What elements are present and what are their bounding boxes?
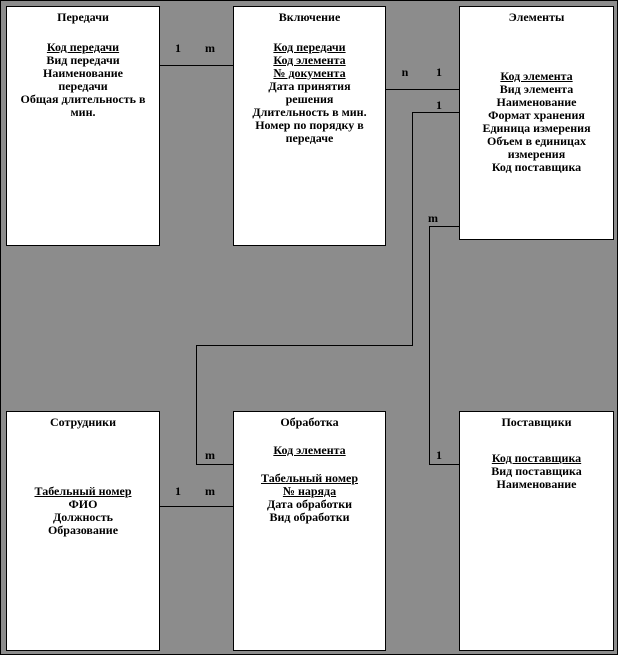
attr-kod-postavshchika: Код поставщика	[491, 451, 582, 465]
cardinality-label: m	[428, 211, 438, 225]
attr-kod-peredachi: Код передачи	[46, 40, 120, 54]
entity-elementy	[459, 6, 614, 240]
attr-data-obrabotki: Дата обработки	[266, 497, 353, 511]
attr-obyem-v-edinitsakh: Объем в единицах измерения	[487, 134, 586, 161]
entity-sotrudniki	[6, 411, 160, 651]
relation-line-elementy-obrabotka-seg5	[196, 464, 233, 465]
attr-tabelnyy-nomer: Табельный номер	[34, 484, 132, 498]
cardinality-label: m	[205, 448, 215, 462]
relation-line-elementy-postavshchiki-seg3	[429, 464, 459, 465]
cardinality-label: m	[205, 41, 215, 55]
cardinality-label: 1	[175, 484, 181, 498]
entity-body-obrabotka	[244, 444, 376, 524]
attr-vid-obrabotki: Вид обработки	[269, 510, 350, 524]
attr-obrazovanie: Образование	[47, 523, 119, 537]
cardinality-label: 1	[436, 98, 442, 112]
relation-line-elementy-postavshchiki-seg2	[429, 226, 430, 465]
entity-title-postavshchiki: Поставщики	[501, 415, 572, 429]
attr-vid-elementa: Вид элемента	[499, 82, 574, 96]
attr-obshchaya-dlitelnost: Общая длительность в мин.	[20, 92, 146, 119]
attr-format-khraneniya: Формат хранения	[488, 108, 585, 122]
entity-body-postavshchiki	[471, 452, 603, 491]
relation-line-elementy-obrabotka-seg3	[196, 345, 413, 346]
cardinality-label: 1	[436, 65, 442, 79]
entity-postavshchiki	[459, 411, 614, 651]
relation-line-peredachi-vklyuchenie	[160, 65, 233, 66]
relation-line-sotrudniki-obrabotka	[160, 506, 233, 507]
attr-fio: ФИО	[68, 497, 98, 511]
cardinality-label: 1	[436, 448, 442, 462]
attr-kod-peredachi-2: Код передачи	[273, 40, 346, 54]
entity-title-sotrudniki: Сотрудники	[49, 415, 117, 429]
entity-title-elementy: Элементы	[508, 10, 565, 24]
relation-line-elementy-obrabotka-seg2	[412, 112, 413, 346]
relation-line-elementy-obrabotka-seg4	[196, 345, 197, 465]
attr-nomer-dokumenta: № документа	[273, 66, 346, 80]
entity-vklyuchenie	[233, 6, 386, 246]
entity-obrabotka	[233, 411, 386, 651]
entity-peredachi	[6, 6, 160, 246]
attr-data-prinyatiya-resheniya: Дата принятия решения	[268, 79, 351, 106]
attr-kod-elementa-2: Код элемента	[273, 53, 346, 67]
attr-naimenovanie-postavshchika: Наименование	[496, 477, 577, 491]
attr-edinitsa-izmereniya: Единица измерения	[482, 121, 591, 135]
attr-nomer-po-poryadku: Номер по порядку в передаче	[255, 118, 364, 145]
attr-vid-peredachi: Вид передачи	[46, 53, 120, 67]
entity-title-peredachi: Передачи	[57, 10, 109, 24]
entity-body-peredachi	[17, 41, 149, 119]
attr-tabelnyy-nomer-2: Табельный номер	[260, 471, 358, 485]
entity-title-vklyuchenie: Включение	[278, 10, 341, 24]
attr-kod-postavshchika-2: Код поставщика	[491, 160, 582, 174]
cardinality-label: 1	[175, 41, 181, 55]
attr-kod-elementa-3: Код элемента	[273, 443, 346, 457]
attr-naimenovanie-peredachi: Наименование передачи	[43, 66, 123, 93]
relation-line-vklyuchenie-elementy	[385, 89, 459, 90]
relation-line-elementy-postavshchiki-seg1	[429, 226, 459, 227]
attr-dolzhnost: Должность	[52, 510, 113, 524]
attr-naimenovanie-elementa: Наименование	[496, 95, 577, 109]
attr-dlitelnost: Длительность в мин.	[252, 105, 367, 119]
entity-body-vklyuchenie	[244, 41, 376, 145]
attr-kod-elementa: Код элемента	[500, 69, 573, 83]
entity-title-obrabotka: Обработка	[280, 415, 339, 429]
entity-body-elementy	[471, 70, 603, 174]
cardinality-label: m	[205, 484, 215, 498]
cardinality-label: n	[401, 65, 409, 79]
entity-body-sotrudniki	[17, 485, 149, 537]
attr-nomer-naryada: № наряда	[282, 484, 337, 498]
relation-line-elementy-obrabotka-seg1	[412, 112, 459, 113]
attr-vid-postavshchika: Вид поставщика	[491, 464, 582, 478]
